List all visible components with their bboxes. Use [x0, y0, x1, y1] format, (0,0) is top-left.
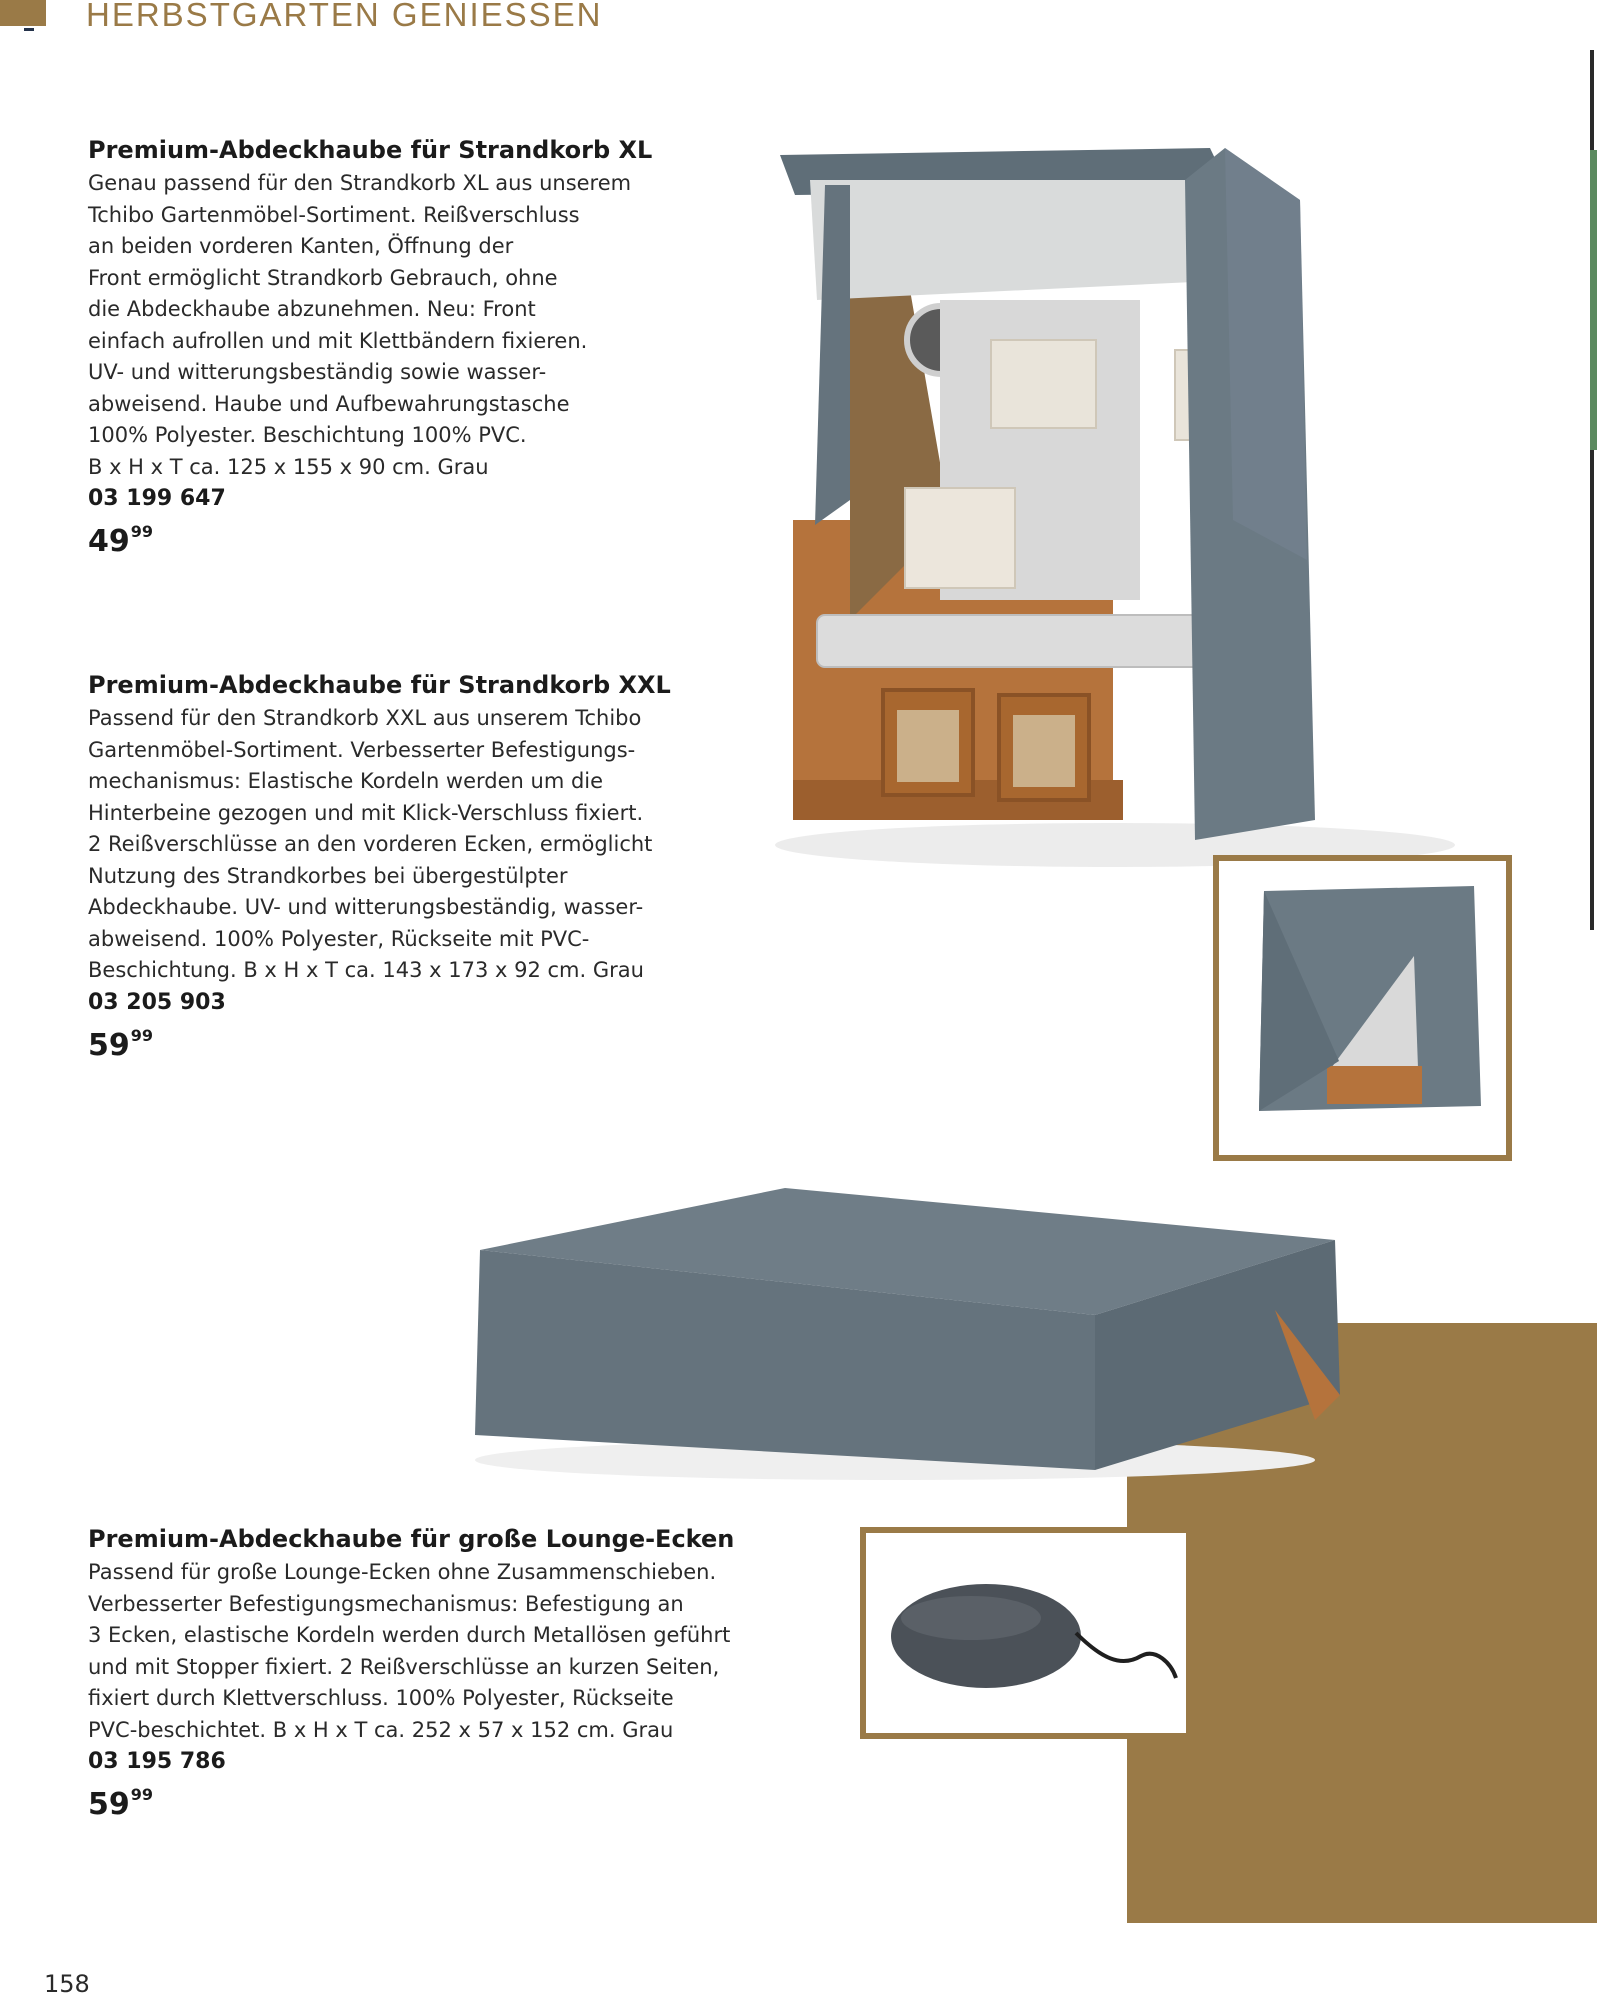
section-marker [24, 28, 34, 31]
product-description-line: Beschichtung. B x H x T ca. 143 x 173 x 92 cm. Grau [88, 958, 644, 982]
product-description-line: UV- und witterungsbeständig sowie wasser- [88, 360, 547, 384]
product-description-line: Front ermöglicht Strandkorb Gebrauch, ohne [88, 265, 558, 290]
product-description-line: 100% Polyester. Beschichtung 100% PVC. [88, 423, 527, 447]
product-description-line: B x H x T ca. 125 x 155 x 90 cm. Grau [88, 454, 489, 479]
strandkorb-cover-photo [755, 140, 1465, 900]
product-description-line: Nutzung des Strandkorbes bei übergestülpter [88, 863, 568, 888]
product-description-line: Passend für den Strandkorb XXL aus unserem Tchibo [88, 706, 642, 730]
lounge-cover-photo [455, 1180, 1355, 1500]
article-number: 03 205 903 [88, 989, 226, 1015]
product-description-line: Genau passend für den Strandkorb XL aus unserem [88, 171, 632, 195]
product-xxl [88, 671, 671, 1063]
section-title: HERBSTGARTEN GENIESSEN [86, 0, 603, 33]
section-color-tab [0, 0, 46, 26]
product-description-line: Hinterbeine gezogen und mit Klick-Verschluss fixiert. [88, 800, 644, 825]
product-description-line: mechanismus: Elastische Kordeln werden um die [88, 769, 604, 793]
page-edge-strip [1590, 150, 1597, 450]
price-euros: 59 [88, 1027, 130, 1063]
product-description-line: PVC-beschichtet. B x H x T ca. 252 x 57 x 152 cm. Grau [88, 1717, 674, 1742]
product-description-line: einfach aufrollen und mit Klettbändern fixieren. [88, 328, 588, 353]
product-lounge [88, 1525, 734, 1822]
article-number: 03 199 647 [88, 486, 226, 511]
price-cents: 99 [130, 1025, 154, 1045]
product-description-line: Passend für große Lounge-Ecken ohne Zusammenschieben. [88, 1560, 717, 1584]
product-description-line: Abdeckhaube. UV- und witterungsbeständig, wasser- [88, 895, 644, 919]
product-title: Premium-Abdeckhaube für große Lounge-Ecken [88, 1525, 735, 1553]
product-description-line: fixiert durch Klettverschluss. 100% Polyester, Rückseite [88, 1686, 674, 1710]
product-xl [88, 136, 652, 559]
product-description-line: Tchibo Gartenmöbel-Sortiment. Reißverschluss [88, 202, 580, 227]
price-euros: 49 [88, 524, 130, 559]
product-description-line: 2 Reißverschlüsse an den vorderen Ecken, ermöglicht [88, 832, 653, 856]
price-euros: 59 [88, 1787, 130, 1822]
price [88, 1026, 671, 1063]
price [88, 522, 652, 559]
product-description-line: 3 Ecken, elastische Kordeln werden durch Metallösen geführt [88, 1623, 731, 1647]
storage-bag-inset [866, 1533, 1186, 1733]
product-description-line: an beiden vorderen Kanten, Öffnung der [88, 234, 514, 258]
product-title: Premium-Abdeckhaube für Strandkorb XXL [88, 671, 671, 699]
price-cents: 99 [130, 522, 154, 541]
product-description-line: abweisend. 100% Polyester, Rückseite mit PVC- [88, 926, 590, 951]
product-description-line: Verbesserter Befestigungsmechanismus: Befestigung an [88, 1591, 684, 1616]
product-description-line: Gartenmöbel-Sortiment. Verbesserter Befestigungs- [88, 737, 636, 762]
price [88, 1785, 734, 1822]
storage-bag-photo [871, 1538, 1181, 1728]
price-cents: 99 [130, 1785, 154, 1804]
strandkorb-closed-inset [1213, 855, 1512, 1161]
article-number: 03 195 786 [88, 1749, 226, 1774]
product-description-line: die Abdeckhaube abzunehmen. Neu: Front [88, 297, 536, 321]
product-title: Premium-Abdeckhaube für Strandkorb XL [88, 136, 653, 164]
closed-cover-photo [1219, 861, 1506, 1155]
product-description-line: und mit Stopper fixiert. 2 Reißverschlüsse an kurzen Seiten, [88, 1654, 720, 1679]
product-description-line: abweisend. Haube und Aufbewahrungstasche [88, 391, 570, 416]
page-number: 158 [44, 1970, 90, 1998]
